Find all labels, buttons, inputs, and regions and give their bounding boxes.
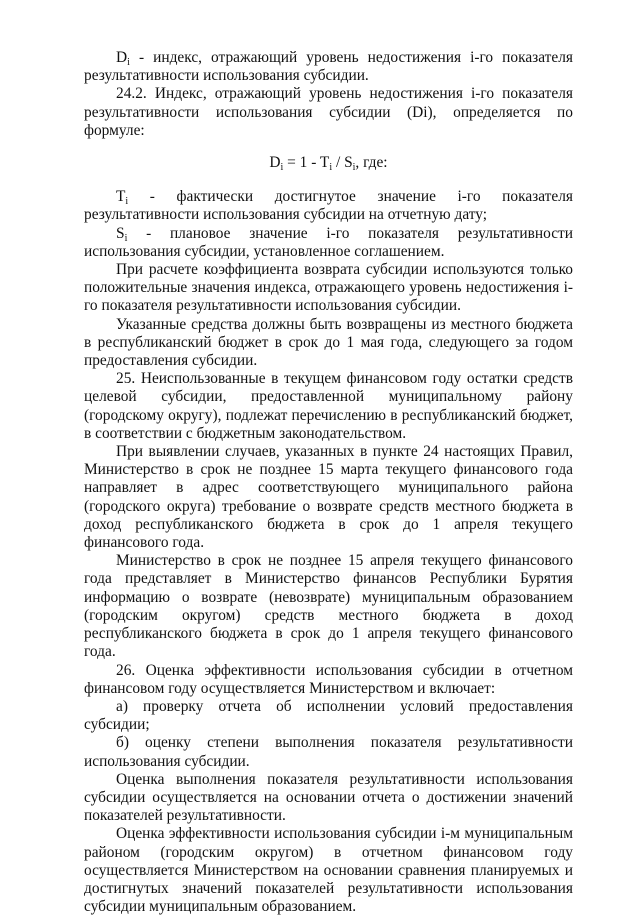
paragraph-di-definition <box>84 49 573 85</box>
paragraph-text: - фактически достигнутое значение i-го показателя результативности использования субсидии на отчетную дату; <box>84 188 573 224</box>
paragraph-25: 25. Неиспользованные в текущем финансовом году остатки средств целевой субсидии, предоставленной муниципальному району (городскому округу), подлежат перечислению в республиканский бюджет, в соответствии с бюджетным законодательством. <box>84 370 573 442</box>
paragraph-return-deadline: Указанные средства должны быть возвращены из местного бюджета в республиканский бюджет в срок до 1 мая года, следующего за годом предоставления субсидии. <box>84 315 573 370</box>
symbol-s: S <box>116 224 125 242</box>
paragraph-26-b: б) оценку степени выполнения показателя результативности использования субсидии. <box>84 734 573 770</box>
formula <box>84 154 573 172</box>
formula-divide: / S <box>332 154 353 172</box>
formula-d-subscript: i <box>280 162 284 174</box>
symbol-d: D <box>116 49 128 66</box>
document-body <box>84 49 573 916</box>
paragraph-ministry-april: Министерство в срок не позднее 15 апреля текущего финансового года представляет в Министерство финансов Республики Бурятия информацию о возврате (невозврате) муниципальным образованием (городским округом) средств местного бюджета в доход республиканского бюджета в срок до 1 апреля текущего финансового года. <box>84 552 573 661</box>
paragraph-ministry-march: При выявлении случаев, указанных в пункте 24 настоящих Правил, Министерство в срок не позднее 15 марта текущего финансового года направляет в адрес соответствующего муниципального района (городского округа) требование о возврате средств местного бюджета в доход республиканского бюджета в срок до 1 апреля текущего финансового года. <box>84 443 573 552</box>
subscript-i: i <box>125 196 129 208</box>
paragraph-26: 26. Оценка эффективности использования субсидии в отчетном финансовом году осуществляется Министерством и включает: <box>84 661 573 697</box>
paragraph-efficiency-assessment: Оценка эффективности использования субсидии i-м муниципальным районом (городским округом) в отчетном финансовом году осуществляется Министерством на основании сравнения планируемых и достигнутых значений показателей результативности использования субсидии муниципальным образованием. <box>84 825 573 916</box>
paragraph-positive-values: При расчете коэффициента возврата субсидии используются только положительные значения индекса, отражающего уровень недостижения i-го показателя результативности использования субсидии. <box>84 261 573 315</box>
paragraph-assessment-basis: Оценка выполнения показателя результативности использования субсидии осуществляется на основании отчета о достижении значений показателей результативности. <box>84 770 573 825</box>
subscript-i: i <box>124 232 128 244</box>
formula-d: D <box>269 154 281 172</box>
paragraph-si-definition <box>84 225 573 261</box>
formula-tail: , где: <box>355 154 388 172</box>
formula-t-subscript: i <box>329 162 333 174</box>
paragraph-26-a: а) проверку отчета об исполнении условий предоставления субсидии; <box>84 697 573 734</box>
symbol-t: T <box>116 188 126 206</box>
paragraph-text: - плановое значение i-го показателя результативности использования субсидии, установленное соглашением. <box>84 224 573 260</box>
paragraph-ti-definition <box>84 188 573 224</box>
formula-s-subscript: i <box>352 162 356 174</box>
paragraph-24-2: 24.2. Индекс, отражающий уровень недостижения i-го показателя результативности использования субсидии (Di), определяется по формуле: <box>84 85 573 139</box>
paragraph-text: - индекс, отражающий уровень недостижения i-го показателя результативности использования субсидии. <box>84 49 573 85</box>
subscript-i: i <box>127 57 130 68</box>
formula-middle: = 1 - T <box>283 154 330 172</box>
